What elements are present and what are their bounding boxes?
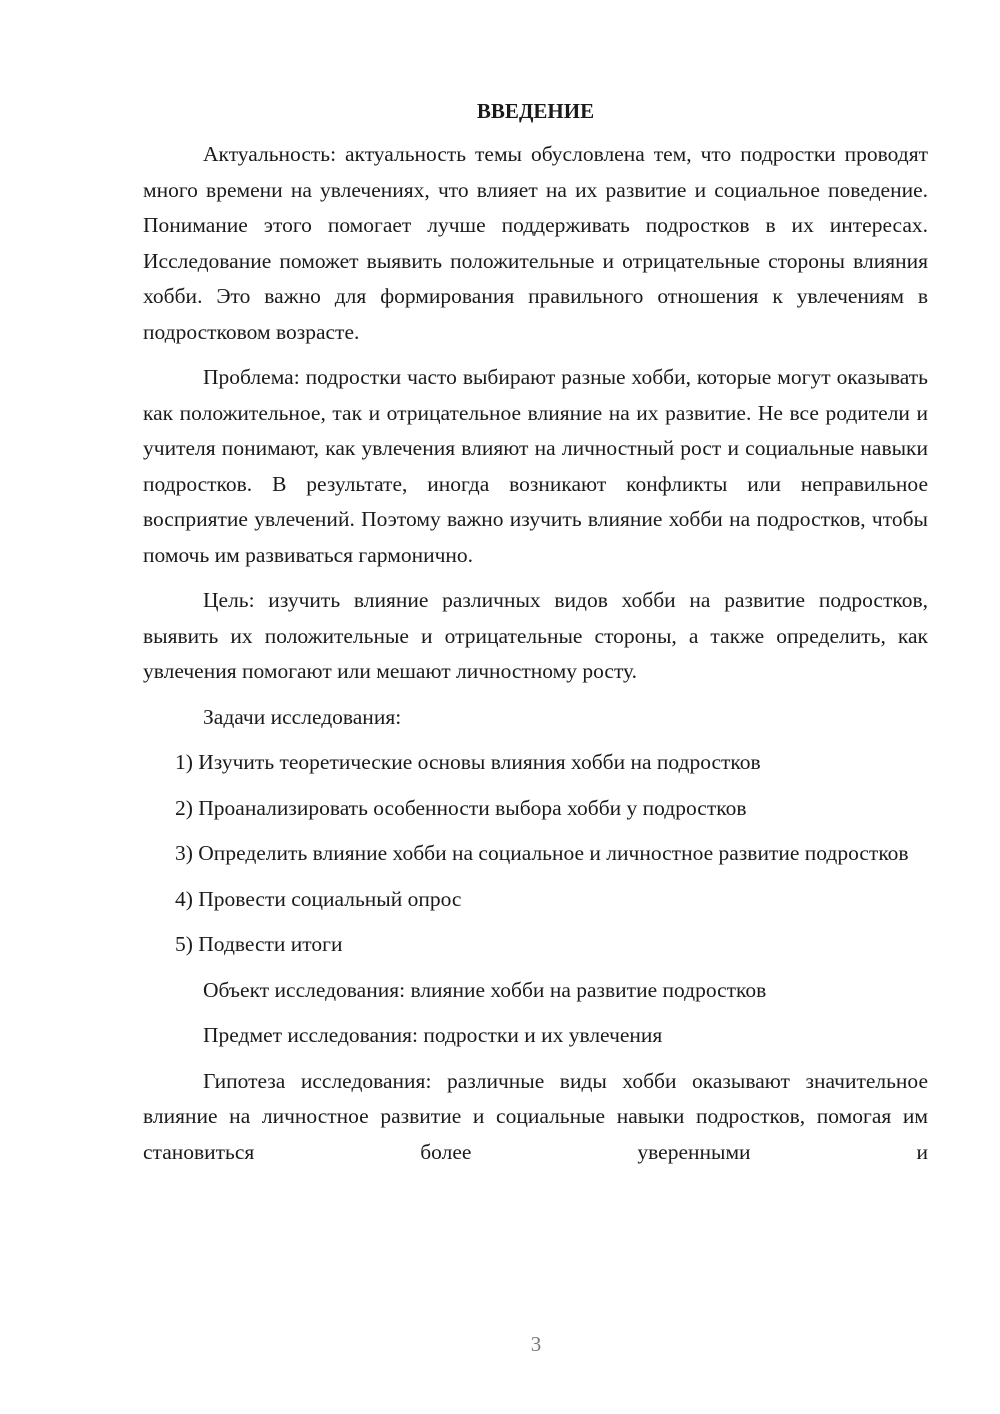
task-item-5: 5) Подвести итоги	[175, 932, 343, 956]
problem-paragraph: Проблема: подростки часто выбирают разные хобби, которые могут оказывать как положительное, так и отрицательное влияние на их развитие. Не все родители и учителя понимают, как увлечения влияют на личностный рост и социальные навыки подростков. В результате, иногда возникают конфликты или неправильное восприятие увлечений. Поэтому важно изучить влияние хобби на подростков, чтобы помочь им развиваться гармонично.	[143, 365, 928, 567]
goal-paragraph: Цель: изучить влияние различных видов хобби на развитие подростков, выявить их положительные и отрицательные стороны, а также определить, как увлечения помогают или мешают личностному росту.	[143, 588, 928, 683]
section-heading: ВВЕДЕНИЕ	[476, 99, 595, 123]
relevance-paragraph: Актуальность: актуальность темы обусловлена тем, что подростки проводят много времени на увлечениях, что влияет на их развитие и социальное поведение. Понимание этого помогает лучше поддерживать подростков в их интересах. Исследование поможет выявить положительные и отрицательные стороны влияния хобби. Это важно для формирования правильного отношения к увлечениям в подростковом возрасте.	[143, 142, 928, 344]
tasks-heading: Задачи исследования:	[203, 704, 402, 729]
object-paragraph: Объект исследования: влияние хобби на развитие подростков	[203, 977, 767, 1002]
task-item-4: 4) Провести социальный опрос	[175, 886, 462, 911]
task-item-3: 3) Определить влияние хобби на социальное и личностное развитие подростков	[175, 841, 909, 865]
tasks-list	[143, 745, 928, 963]
hypothesis-paragraph: Гипотеза исследования: различные виды хобби оказывают значительное влияние на личностное развитие и социальные навыки подростков, помогая им становиться более уверенными и	[143, 1068, 928, 1164]
page-number: 3	[530, 1332, 542, 1356]
subject-paragraph: Предмет исследования: подростки и их увлечения	[203, 1023, 663, 1047]
task-item-1: 1) Изучить теоретические основы влияния хобби на подростков	[175, 750, 761, 774]
task-item-2: 2) Проанализировать особенности выбора хобби у подростков	[175, 795, 747, 820]
document-page	[143, 95, 928, 1180]
